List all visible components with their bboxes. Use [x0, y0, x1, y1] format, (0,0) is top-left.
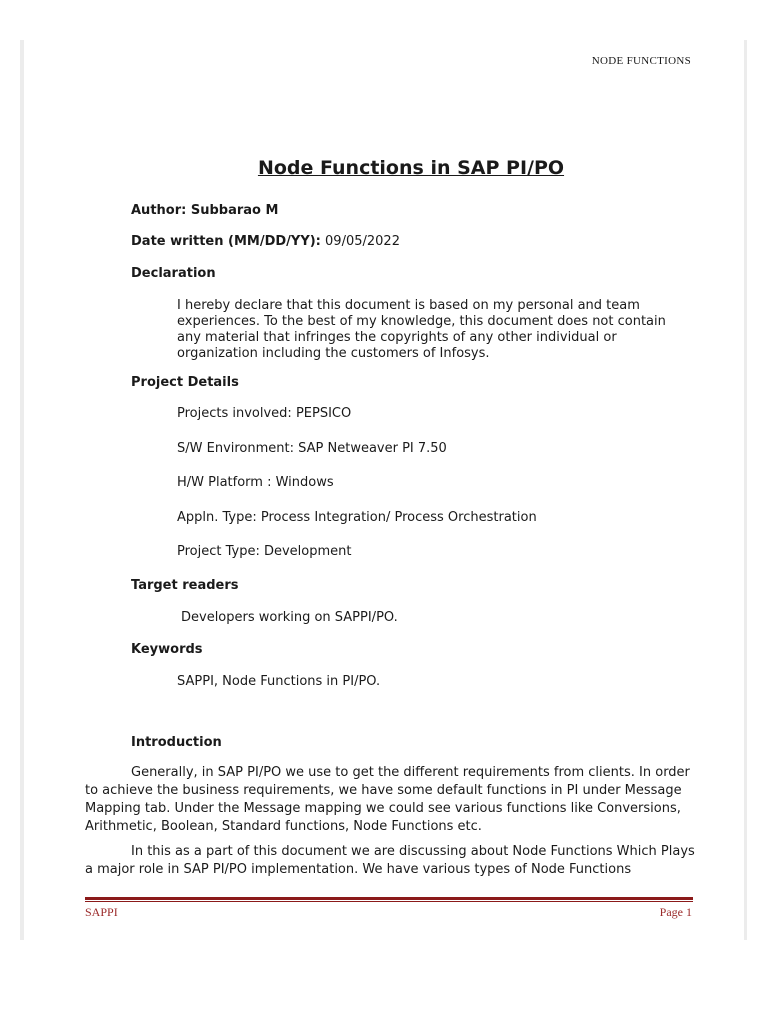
author-line: Author: Subbarao M — [131, 203, 279, 218]
page-number: Page 1 — [659, 905, 692, 919]
project-details-heading: Project Details — [131, 375, 239, 390]
running-header: NODE FUNCTIONS — [591, 55, 691, 67]
project-item: H/W Platform : Windows — [177, 475, 334, 490]
declaration-heading: Declaration — [131, 266, 216, 281]
footer-rule-thin — [85, 901, 693, 902]
introduction-heading: Introduction — [131, 735, 222, 750]
footer-label: SAPPI — [85, 905, 118, 919]
introduction-paragraph-2: In this as a part of this document we are discussing about Node Functions Which Plays a major role in SAP PI/PO implementation. We have various types of Node Functions — [85, 844, 695, 877]
keywords-text: SAPPI, Node Functions in PI/PO. — [177, 674, 381, 689]
declaration-line: I hereby declare that this document is based on my personal and team — [177, 298, 640, 313]
project-item: S/W Environment: SAP Netweaver PI 7.50 — [177, 441, 447, 456]
document-title: Node Functions in SAP PI/PO — [257, 157, 565, 179]
date-label: Date written (MM/DD/YY): — [131, 234, 321, 249]
footer-rule — [85, 897, 693, 900]
introduction-paragraph-1: Generally, in SAP PI/PO we use to get the different requirements from clients. In order to achieve the business requirements, we have some default functions in PI under Message Mapping tab. Under the Message mapping we could see various functions like Conversions, Arithmetic, Boolean, Standard functions, Node Functions etc. — [85, 765, 690, 834]
target-readers-heading: Target readers — [131, 578, 239, 593]
date-line — [131, 234, 400, 249]
project-item: Project Type: Development — [177, 544, 352, 559]
declaration-line: any material that infringes the copyrights of any other individual or — [177, 330, 617, 345]
declaration-line: experiences. To the best of my knowledge, this document does not contain — [177, 314, 666, 329]
project-item: Appln. Type: Process Integration/ Process Orchestration — [177, 510, 537, 525]
target-readers-text: Developers working on SAPPI/PO. — [181, 610, 398, 625]
date-value: 09/05/2022 — [325, 234, 400, 249]
declaration-text — [177, 298, 697, 362]
declaration-line: organization including the customers of Infosys. — [177, 346, 490, 361]
keywords-heading: Keywords — [131, 642, 203, 657]
project-item: Projects involved: PEPSICO — [177, 406, 352, 421]
